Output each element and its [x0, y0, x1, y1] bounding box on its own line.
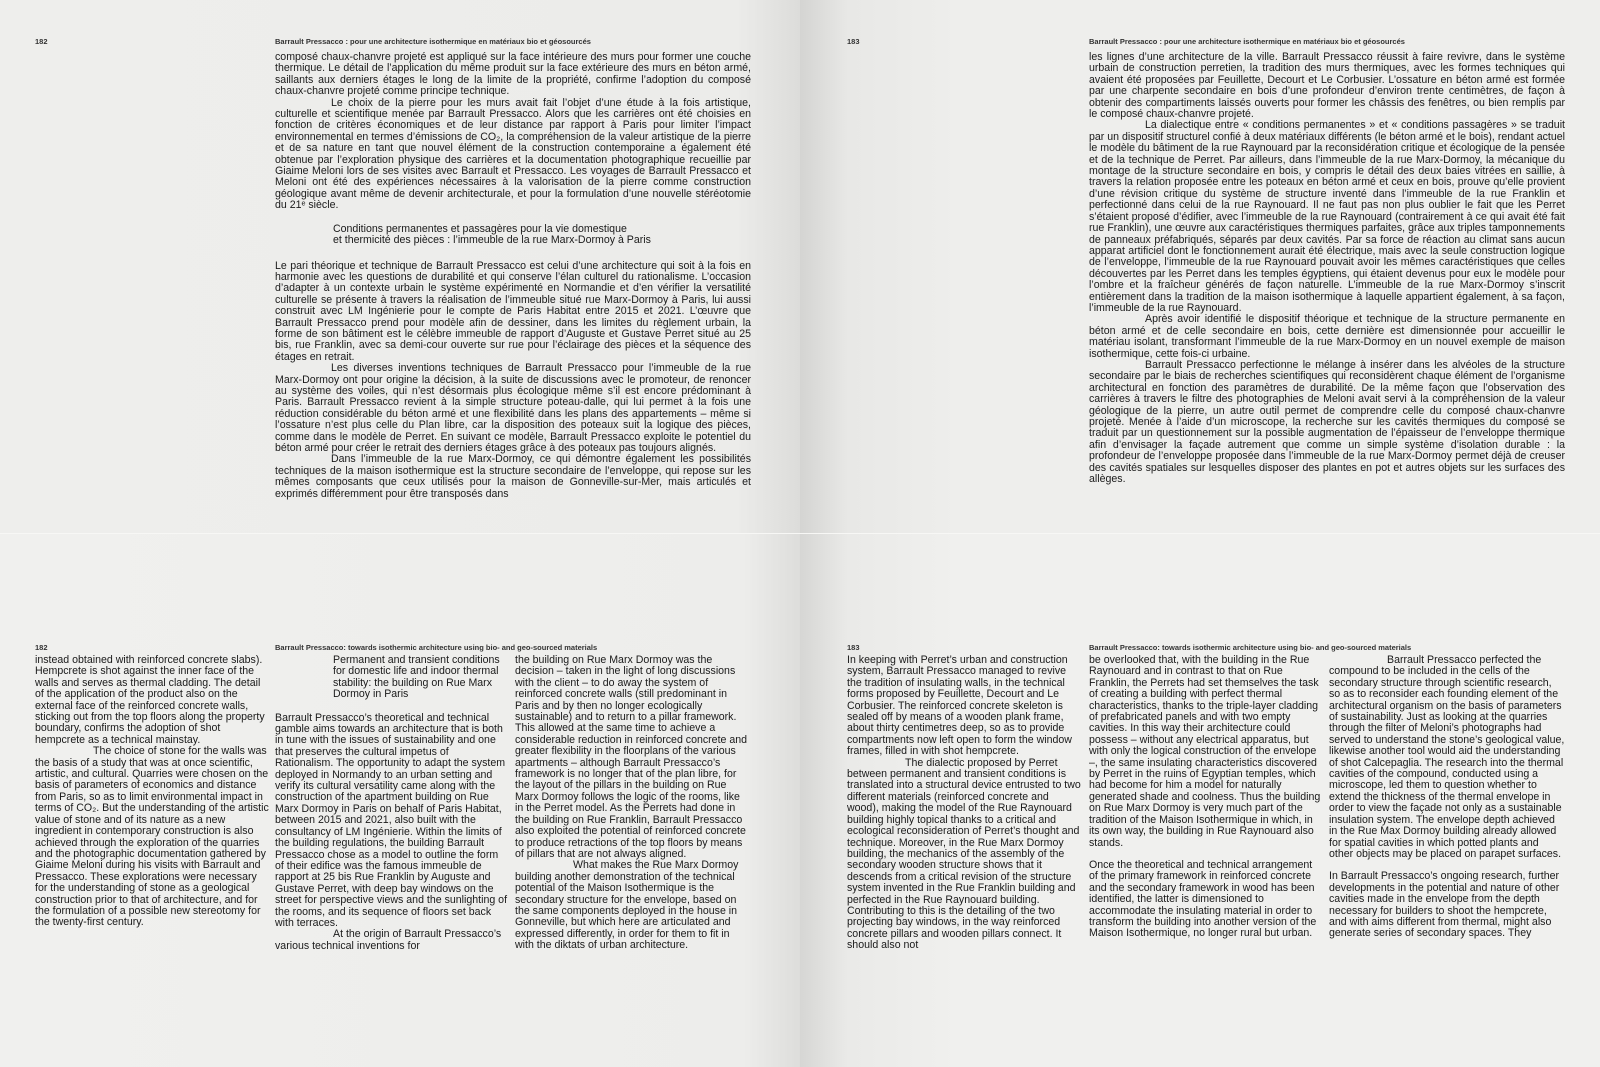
paragraph: La dialectique entre « conditions permanentes » et « conditions passagères » se traduit par un dispositif structurel confié à deux matériaux différents (le béton armé et le bois), rendant actuel le modèle du bâtiment de la rue Raynouard par la reconsidération critique et écologique de la pensée et de la technique de Perret. Par ailleurs, dans l’immeuble de la rue Marx-Dormoy, la mécanique du montage de la structure secondaire en bois, y compris le détail des deux baies vitrées en saillie, à travers la relation proposée entre les poteaux en béton armé et ceux en bois, prouve qu’elle provient d’une révision critique du système de structure inventé dans l’immeuble de la rue Franklin et perfectionné dans celui de la rue Raynouard. Il ne faut pas non plus oublier le fait que les Perret s’étaient proposé d’édifier, avec l’immeuble de la rue Raynouard (contrairement à ce qui avait été fait rue Franklin), une œuvre aux caractéristiques thermiques parfaites, grâce aux triples tamponnements de panneaux préfabriqués, séparés par deux cavités. Par sa force de réaction au climat sans aucun apparat artificiel dont le fonctionnement aurait été électrique, mais avec la seule construction logique de l’enveloppe, l’immeuble de la rue Raynouard pouvait avoir les mêmes caractéristiques que celles découvertes par les Perret dans les temples égyptiens, qui étaient devenus pour eux le modèle pour l’ombre et la fraîcheur générés de façon naturelle. L’immeuble de la rue Marx-Dormoy s’inscrit entièrement dans la tradition de la maison isothermique à laquelle appartient également, à sa façon, l’immeuble de la rue Raynouard. — [1089, 119, 1565, 314]
french-spread — [0, 0, 1600, 533]
running-head: Barrault Pressacco : pour une architecture isothermique en matériaux bio et géosourcés — [275, 37, 591, 46]
paragraph: In Barrault Pressacco’s ongoing research, further developments in the potential and nature of other cavities made in the envelope from the depth necessary for builders to shoot the hempcrete, and with aims different from thermal, might also generate series of secondary spaces. They — [1329, 870, 1560, 940]
section-heading: Permanent and transient conditions for domestic life and indoor thermal stability: the building on Rue Marx Dormoy in Paris — [333, 654, 500, 701]
page-182-fr — [0, 0, 800, 533]
page-182-en — [0, 534, 800, 1067]
page-183-en — [800, 534, 1600, 1067]
body-text — [275, 52, 751, 500]
paragraph: the building on Rue Marx Dormoy was the decision – taken in the light of long discussions with the client – to do away the system of reinforced concrete walls (still predominant in Paris and by then no longer ecologically sustainable) and to return to a pillar framework. This allowed at the same time to achieve a considerable reduction in reinforced concrete and greater flexibility in the floorplans of the various apartments – although Barrault Pressacco’s framework is no longer that of the plan libre, for the layout of the pillars in the building on Rue Marx Dormoy follows the logic of the rooms, like in the Perret model. As the Perrets had done in the building on Rue Franklin, Barrault Pressacco also exploited the potential of reinforced concrete to produce retractions of the top floors by means of pillars that are not always aligned. — [515, 654, 748, 860]
paragraph: What makes the Rue Marx Dormoy building another demonstration of the technical potential of the Maison Isothermique is the secondary structure for the envelope, based on the same components deployed in the house in Gonneville, but which here are articulated and expressed differently, in order for them to fit in with the diktats of urban architecture. — [515, 859, 739, 952]
text-column-1 — [847, 655, 1081, 952]
section-heading-line: et thermicité des pièces : l’immeuble de la rue Marx-Dormoy à Paris — [333, 234, 651, 247]
text-column-2 — [1089, 655, 1323, 940]
running-head: Barrault Pressacco: towards isothermic architecture using bio- and geo-sourced materials — [1089, 643, 1412, 652]
text-column-1 — [35, 655, 269, 929]
paragraph: composé chaux-chanvre projeté est appliqué sur la face intérieure des murs pour former une couche thermique. Le détail de l’application du même produit sur la face extérieure des murs en béton armé, saillants aux derniers étages le long de la limite de la propriété, confirme l’adoption du composé chaux-chanvre projeté comme principe technique. — [275, 51, 751, 98]
page-number: 183 — [847, 643, 860, 652]
body-text — [1089, 52, 1565, 485]
paragraph: be overlooked that, with the building in the Rue Raynouard and in contrast to that on Rue Franklin, the Perrets had set themselves the task of creating a building with perfect thermal characteristics, thanks to the triple-layer cladding of prefabricated panels and with two empty cavities. In this way their architecture could possess – without any electrical apparatus, but with only the logical construction of the envelope –, the same insulating characteristics discovered by Perret in the ruins of Egyptian temples, which had become for him a model for naturally generated shade and coolness. Thus the building on Rue Marx Dormoy is very much part of the tradition of the Maison Isothermique in which, in its own way, the building in Rue Raynouard also stands. — [1089, 654, 1321, 849]
paragraph: Les diverses inventions techniques de Barrault Pressacco pour l’immeuble de la rue Marx-Dormoy ont pour origine la décision, à la suite de discussions avec le promoteur, de renoncer au système des voiles, qui n’est désormais plus écologique même s’il est encore prédominant à Paris. Barrault Pressacco revient à la simple structure poteau-dalle, qui lui permet à la fois une réduction considérable du béton armé et une flexibilité dans les plans des appartements – même si l’ossature n’est plus celle du Plan libre, car la disposition des poteaux suit la logique des pièces, comme dans le modèle de Perret. En suivant ce modèle, Barrault Pressacco exploite le potentiel du béton armé pour créer le retrait des derniers étages grâce à des poteaux pas toujours alignés. — [275, 362, 751, 454]
paragraph: Le choix de la pierre pour les murs avait fait l’objet d’une étude à la fois artistique, culturelle et scientifique menée par Barrault Pressacco. Alors que les carrières ont été choisies en fonction de critères économiques et de leur distance par rapport à Paris pour limiter l’impact environnemental en termes d’émissions de CO₂, la compréhension de la valeur artistique de la pierre et de sa nature en tant que nouvel élément de la construction contemporaine a également été obtenue par l’exploration physique des carrières et la documentation photographique recueillie par Giaime Meloni lors de ses visites avec Barrault et Pressacco. Les voyages de Barrault Pressacco et Meloni ont été des expériences nécessaires à la valorisation de la pierre comme construction géologique avant même de devenir architecturale, et pour la formulation d’une nouvelle stéréotomie du 21ᵉ siècle. — [275, 96, 751, 212]
paragraph: Barrault Pressacco’s theoretical and technical gamble aims towards an architecture that is both in tune with the issues of sustainability and one that preserves the cultural impetus of Rationalism. The opportunity to adapt the system deployed in Normandy to an urban setting and verify its cultural versatility came along with the construction of the apartment building on Rue Marx Dormoy in Paris on behalf of Paris Habitat, between 2015 and 2021, also built with the consultancy of LM Ingénierie. Within the limits of the building regulations, the building Barrault Pressacco chose as a model to outline the form of their edifice was the famous immeuble de rapport at 25 bis Rue Franklin by Auguste and Gustave Perret, with deep bay windows on the street for perspective views and the sunlighting of the rooms, and its sequence of floors set back with terraces. — [275, 711, 508, 929]
section-heading — [333, 224, 751, 247]
paragraph: Dans l’immeuble de la rue Marx-Dormoy, ce qui démontre également les possibilités techniques de la maison isothermique est la structure secondaire de l’enveloppe, qui repose sur les mêmes composants que ceux utilisés pour la maison de Gonneville-sur-Mer, mais articulés et exprimés différemment pour être transposés dans — [275, 453, 751, 500]
paragraph: les lignes d’une architecture de la ville. Barrault Pressacco réussit à faire revivre, dans le système urbain de construction perretien, la tradition des murs thermiques, avec les formes techniques qui avaient été proposées par Feuillette, Decourt et Le Corbusier. L’ossature en béton armé est formée par une charpente secondaire en bois d’une profondeur d’environ trente centimètres, de façon à obtenir des compartiments laissés ouverts pour former les châssis des fenêtres, ou bien remplis par le composé chaux-chanvre projeté. — [1089, 51, 1565, 121]
paragraph: The dialectic proposed by Perret between permanent and transient conditions is translated into a structural device entrusted to two different materials (reinforced concrete and wood), making the model of the Rue Raynouard building highly topical thanks to a critical and ecological reconsideration of Perret’s thought and technique. Moreover, in the Rue Marx Dormoy building, the mechanics of the assembly of the secondary wooden structure shows that it descends from a critical revision of the structure system invented in the Rue Franklin building and perfected in the Rue Raynouard building. Contributing to this is the detailing of the two projecting bay windows, in the way reinforced concrete pillars and wooden pillars connect. It should also not — [847, 756, 1081, 952]
text-column-3 — [515, 655, 751, 952]
page-number: 183 — [847, 37, 860, 46]
paragraph: At the origin of Barrault Pressacco’s various technical inventions for — [275, 928, 502, 952]
paragraph: Après avoir identifié le dispositif théorique et technique de la structure permanente en béton armé et de celle secondaire en bois, cette dernière est dimensionnée pour accueillir le matériau isolant, transformant l’immeuble de la rue Marx-Dormoy en un nouvel exemple de maison isothermique, cette fois-ci urbaine. — [1089, 313, 1565, 360]
page-number: 182 — [35, 37, 48, 46]
running-head: Barrault Pressacco : pour une architecture isothermique en matériaux bio et géosourcés — [1089, 37, 1405, 46]
paragraph: Barrault Pressacco perfected the compound to be included in the cells of the secondary structure through scientific research, so as to reconsider each founding element of the architectural organism on the basis of parameters of sustainability. Just as looking at the quarries through the filter of Meloni’s photographs had served to understand the stone’s geological value, likewise another tool would aid the understanding of shot Calcepaglia. The research into the thermal cavities of the compound, conducted using a microscope, led them to question whether to extend the thickness of the thermal envelope in order to view the façade not only as a sustainable insulation system. The envelope depth achieved in the Rue Max Dormoy building already allowed for spatial cavities in which potted plants and other objects may be placed on parapet surfaces. — [1329, 654, 1565, 860]
section-heading-line: Conditions permanentes et passagères pour la vie domestique — [333, 222, 627, 235]
english-spread — [0, 534, 1600, 1067]
paragraph: The choice of stone for the walls was the basis of a study that was at once scientific, artistic, and cultural. Quarries were chosen on the basis of parameters of economics and distance from Paris, so as to limit environmental impact in terms of CO₂. But the understanding of the artistic value of stone and of its nature as a new ingredient in contemporary construction is also achieved through the exploration of the quarries and the photographic documentation gathered by Giaime Meloni during his visits with Barrault and Pressacco. These explorations were necessary for the understanding of stone as a geological construction prior to that of architecture, and for the formulation of a possible new stereotomy for the twenty-first century. — [35, 745, 269, 929]
paragraph: Barrault Pressacco perfectionne le mélange à insérer dans les alvéoles de la structure secondaire par le biais de recherches scientifiques qui reconsidèrent chaque élément de l’organisme architectural en fonction des paramètres de durabilité. De la même façon que l’observation des carrières à travers le filtre des photographies de Meloni avait servi à la compréhension de la valeur géologique de la pierre, un autre outil permet de comprendre celle du composé chaux-chanvre projeté. Menée à l’aide d’un microscope, la recherche sur les cavités thermiques du composé se traduit par un questionnement sur la possible augmentation de l’épaisseur de l’enveloppe thermique afin d’envisager la façade autrement que comme un simple système d’isolation durable : la profondeur de l’enveloppe proposée dans l’immeuble de la rue Marx-Dormoy permet déjà de creuser des cavités spatiales sur lesquelles disposer des plantes en pot et autres objets sur les surfaces des allèges. — [1089, 358, 1565, 486]
running-head: Barrault Pressacco: towards isothermic architecture using bio- and geo-sourced materials — [275, 643, 598, 652]
page-183-fr — [800, 0, 1600, 533]
paragraph: Le pari théorique et technique de Barrault Pressacco est celui d’une architecture qui soit à la fois en harmonie avec les questions de durabilité et qui conserve l’élan culturel du rationalisme. L’occasion d’adapter à un contexte urbain le système expérimenté en Normandie et d’en vérifier la versatilité culturelle se présente à travers la réalisation de l’immeuble situé rue Marx-Dormoy à Paris, lui aussi construit avec LM Ingénierie pour le compte de Paris Habitat entre 2015 et 2021. L’œuvre que Barrault Pressacco prend pour modèle afin de dessiner, dans les limites du règlement urbain, la forme de son bâtiment est le célèbre immeuble de rapport d’Auguste et Gustave Perret situé au 25 bis, rue Franklin, avec sa demi-cour ouverte sur rue pour l’éclairage des pièces et la séquence des étages en retrait. — [275, 259, 751, 363]
paragraph: Once the theoretical and technical arrangement of the primary framework in reinforced concrete and the secondary framework in wood has been identified, the latter is dimensioned to accommodate the insulating material in order to transform the building into another version of the Maison Isothermique, no longer rural but urban. — [1089, 858, 1317, 940]
paragraph: instead obtained with reinforced concrete slabs). Hempcrete is shot against the inner face of the walls and serves as thermal cladding. The detail of the application of the product also on the external face of the reinforced concrete walls, sticking out from the top floors along the property boundary, confirms the adoption of shot hempcrete as a technical mainstay. — [35, 654, 265, 746]
text-column-2 — [275, 655, 509, 952]
paragraph: In keeping with Perret’s urban and construction system, Barrault Pressacco managed to revive the tradition of insulating walls, in the technical forms proposed by Feuillette, Decourt and Le Corbusier. The reinforced concrete skeleton is sealed off by means of a wooden plank frame, about thirty centimetres deep, so as to provide compartments now left open to form the window frames, filled in with shot hempcrete. — [847, 654, 1072, 758]
text-column-3 — [1329, 655, 1565, 940]
page-number: 182 — [35, 643, 48, 652]
